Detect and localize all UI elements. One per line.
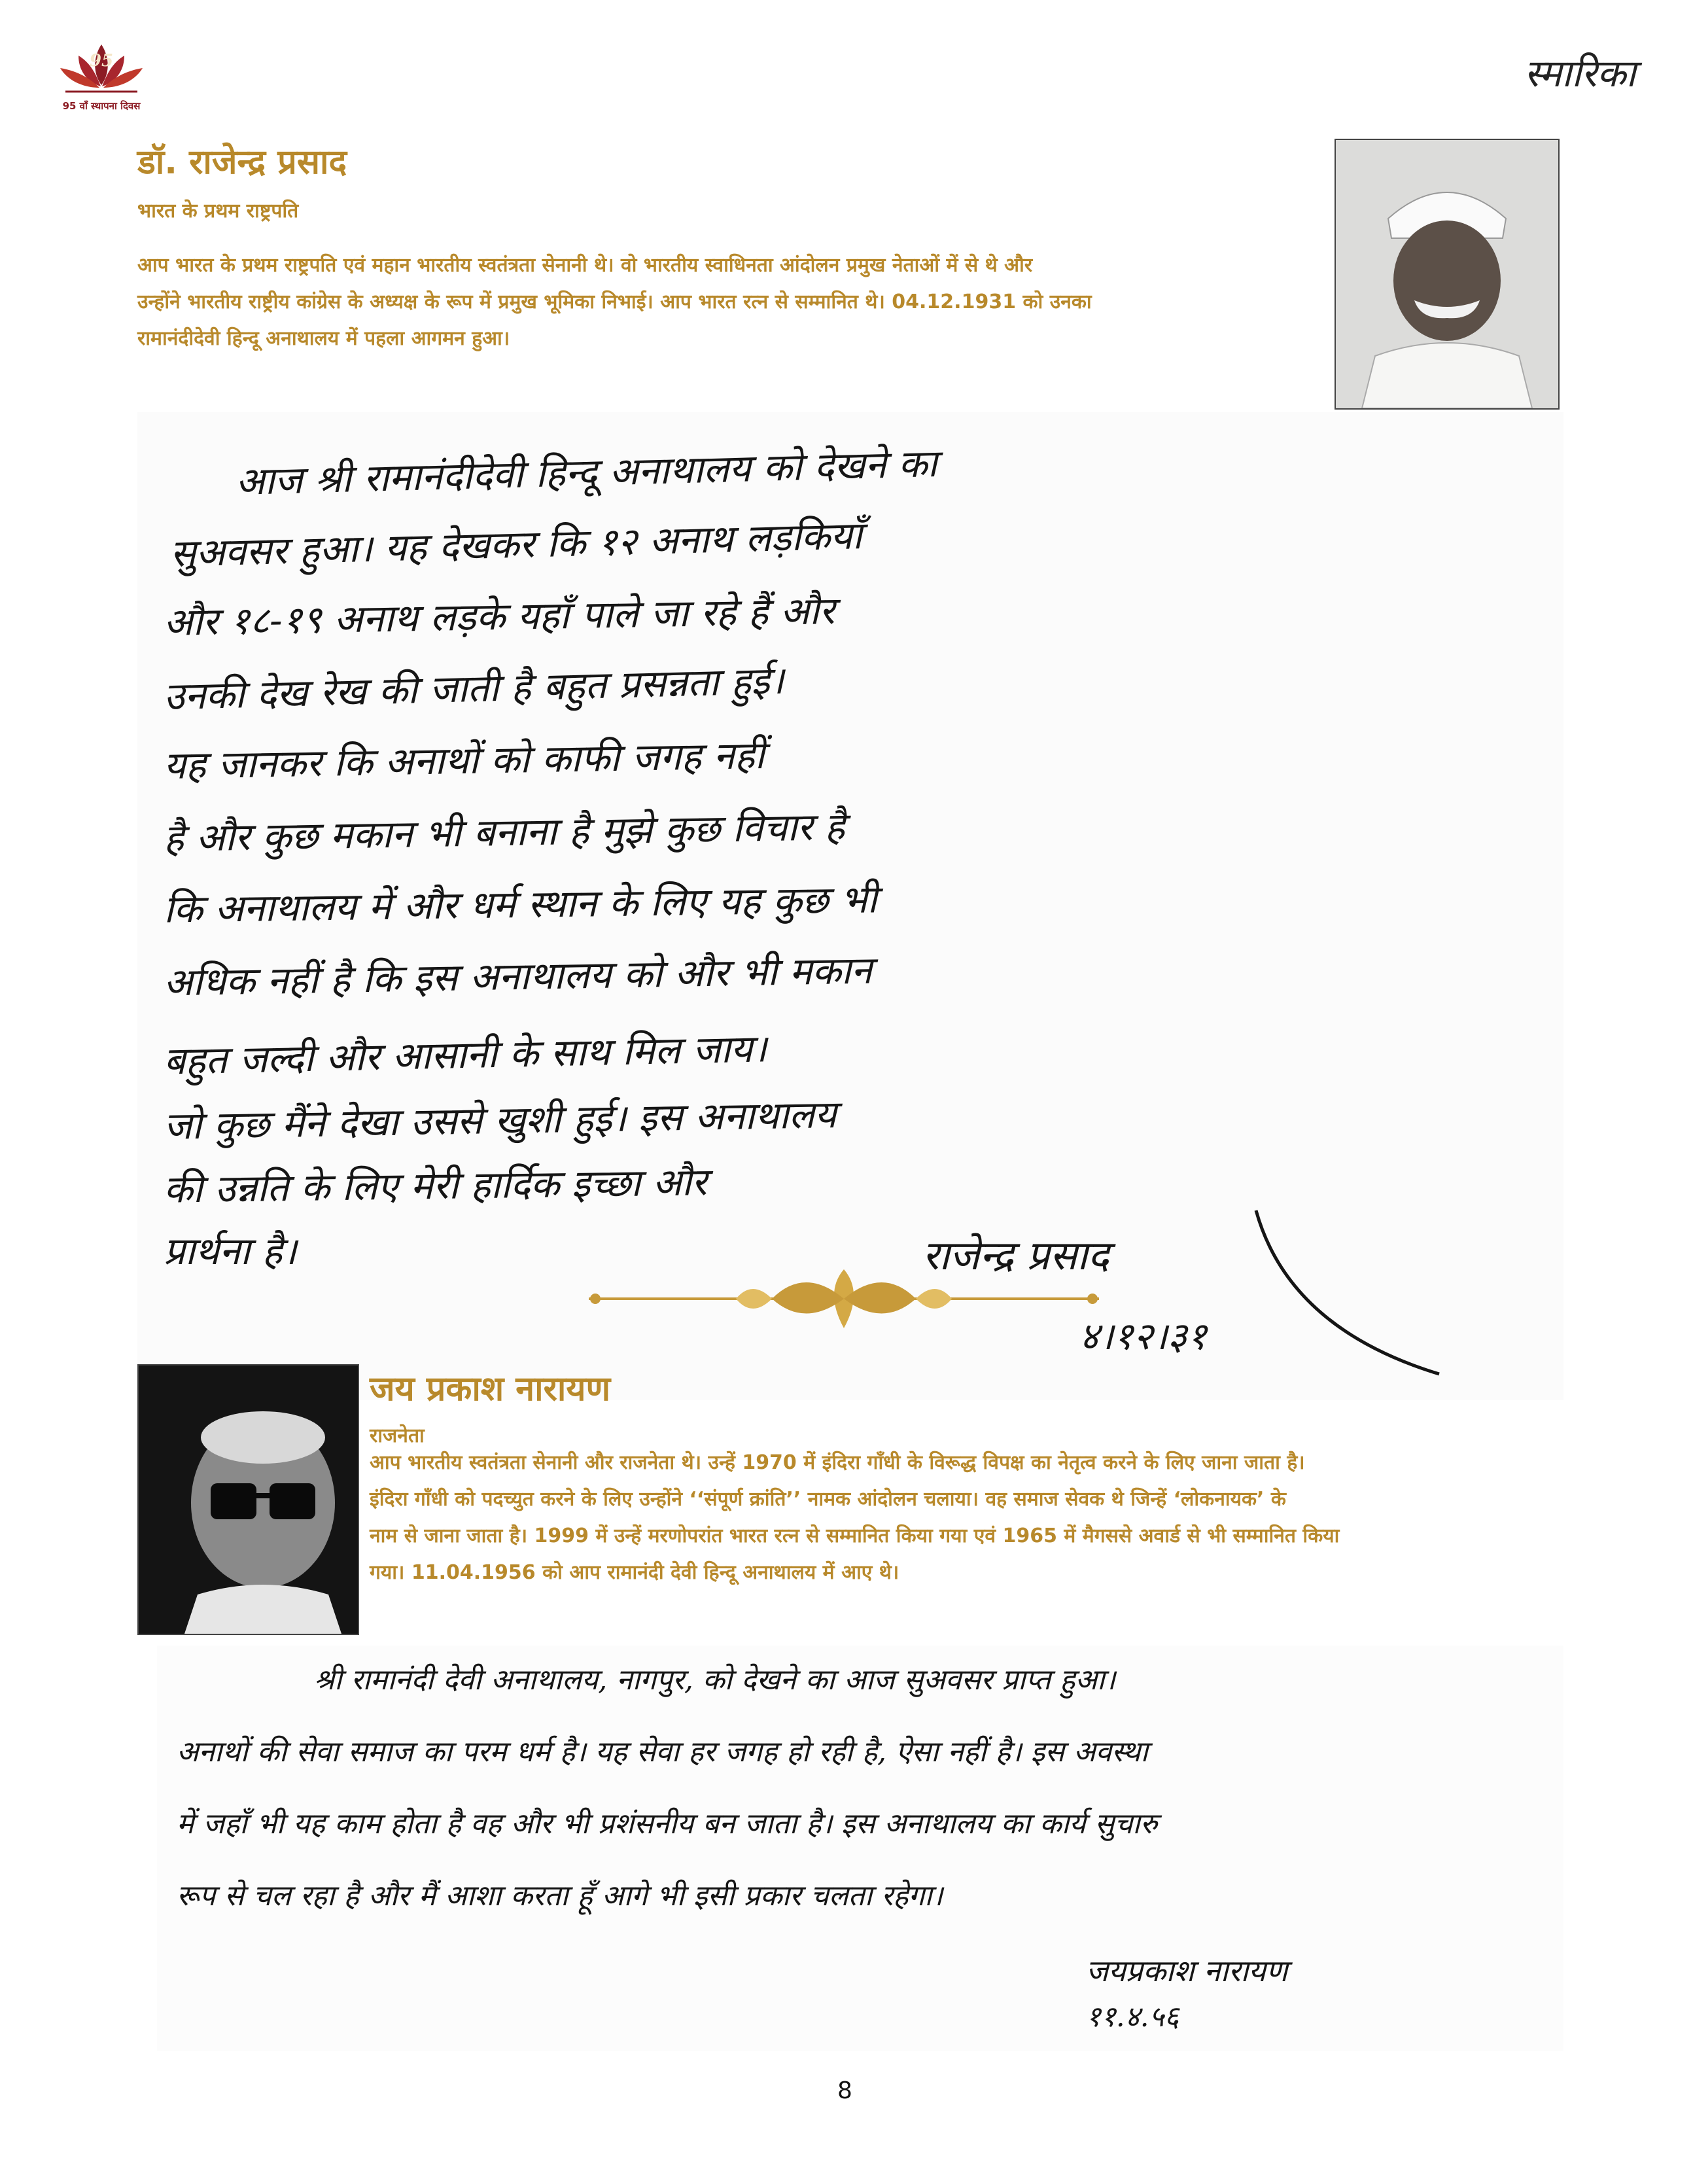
anniversary-caption: 95 वाँ स्थापना दिवस — [62, 100, 141, 112]
section1-handwritten-note — [137, 412, 1563, 1400]
ornamental-divider — [576, 1259, 1112, 1338]
signature-date: ११.४.५६ — [1086, 2000, 1179, 2034]
paragraph-line: नाम से जाना जाता है। 1999 में उन्हें मरणोपरांत भारत रत्न से सम्मानित किया गया एवं 1965 में मैगससे अवार्ड से भी सम्मानित किया — [370, 1524, 1340, 1547]
section1-name: डॉ. राजेन्द्र प्रसाद — [137, 143, 347, 182]
portrait-icon — [139, 1365, 358, 1634]
note-line: अनाथों की सेवा समाज का परम धर्म है। यह सेवा हर जगह हो रही है, ऐसा नहीं है। इस अवस्था — [177, 1735, 1148, 1769]
note-line: है और कुछ मकान भी बनाना है मुझे कुछ विचार है — [163, 803, 845, 861]
note-line: प्रार्थना है। — [164, 1229, 297, 1273]
note-line: और १८-१९ अनाथ लड़के यहाँ पाले जा रहे हैं और — [163, 588, 835, 644]
section2-paragraph — [370, 1445, 1567, 1591]
note-line: अधिक नहीं है कि इस अनाथालय को और भी मकान — [163, 947, 873, 1005]
section2-role: राजनेता — [370, 1424, 425, 1447]
paragraph-line: उन्होंने भारतीय राष्ट्रीय कांग्रेस के अध्यक्ष के रूप में प्रमुख भूमिका निभाई। आप भारत रत्न से सम्मानित थे। 04.12.1931 को उनका — [137, 291, 1092, 313]
signature-flourish-icon — [1249, 1184, 1446, 1381]
signature-date: ४।१२।३१ — [1079, 1314, 1207, 1358]
section1-portrait — [1335, 139, 1560, 410]
note-line: कि अनाथालय में और धर्म स्थान के लिए यह कुछ भी — [163, 877, 878, 932]
anniversary-logo — [52, 39, 150, 118]
note-line: की उन्नति के लिए मेरी हार्दिक इच्छा और — [163, 1159, 708, 1212]
note-line: रूप से चल रहा है और मैं आशा करता हूँ आगे भी इसी प्रकार चलता रहेगा। — [177, 1879, 943, 1912]
portrait-icon — [1336, 140, 1558, 408]
note-line: श्री रामानंदी देवी अनाथालय, नागपुर, को देखने का आज सुअवसर प्राप्त हुआ। — [314, 1663, 1116, 1697]
note-line: सुअवसर हुआ। यह देखकर कि १२ अनाथ लड़कियाँ — [169, 513, 863, 576]
section2-portrait — [137, 1364, 359, 1635]
note-line: बहुत जल्दी और आसानी के साथ मिल जाय। — [163, 1026, 767, 1083]
signature: जयप्रकाश नारायण — [1086, 1953, 1288, 1988]
publication-title: स्मारिका — [1524, 51, 1636, 96]
paragraph-line: आप भारत के प्रथम राष्ट्रपति एवं महान भारतीय स्वतंत्रता सेनानी थे। वो भारतीय स्वाधिनता आंदोलन प्रमुख नेताओं में से थे और — [137, 254, 1033, 277]
page-number: 8 — [837, 2077, 852, 2104]
section1-role: भारत के प्रथम राष्ट्रपति — [137, 200, 299, 222]
note-line: जो कुछ मैंने देखा उससे खुशी हुई। इस अनाथालय — [163, 1092, 837, 1148]
note-line: उनकी देख रेख की जाती है बहुत प्रसन्नता हुई। — [163, 658, 785, 719]
section2-name: जय प्रकाश नारायण — [370, 1369, 611, 1409]
anniversary-number: 95 — [89, 51, 114, 71]
section1-paragraph — [137, 247, 1335, 357]
note-line: आज श्री रामानंदीदेवी हिन्दू अनाथालय को देखने का — [235, 440, 938, 504]
divider-ornament-icon — [576, 1259, 1112, 1338]
note-line: यह जानकर कि अनाथों को काफी जगह नहीं — [163, 732, 765, 788]
signature: राजेन्द्र प्रसाद — [922, 1231, 1109, 1279]
note-line: में जहाँ भी यह काम होता है वह और भी प्रशंसनीय बन जाता है। इस अनाथालय का कार्य सुचारु — [177, 1807, 1158, 1841]
section2-handwritten-note — [157, 1646, 1563, 2051]
paragraph-line: रामानंदीदेवी हिन्दू अनाथालय में पहला आगमन हुआ। — [137, 327, 510, 350]
paragraph-line: गया। 11.04.1956 को आप रामानंदी देवी हिन्दू अनाथालय में आए थे। — [370, 1561, 899, 1584]
paragraph-line: आप भारतीय स्वतंत्रता सेनानी और राजनेता थे। उन्हें 1970 में इंदिरा गाँधी के विरूद्ध विपक्ष का नेतृत्व करने के लिए जाना जाता है। — [370, 1451, 1305, 1474]
paragraph-line: इंदिरा गाँधी को पदच्युत करने के लिए उन्होंने ‘‘संपूर्ण क्रांति’’ नामक आंदोलन चलाया। वह समाज सेवक थे जिन्हें ‘लोकनायक’ के — [370, 1488, 1286, 1511]
